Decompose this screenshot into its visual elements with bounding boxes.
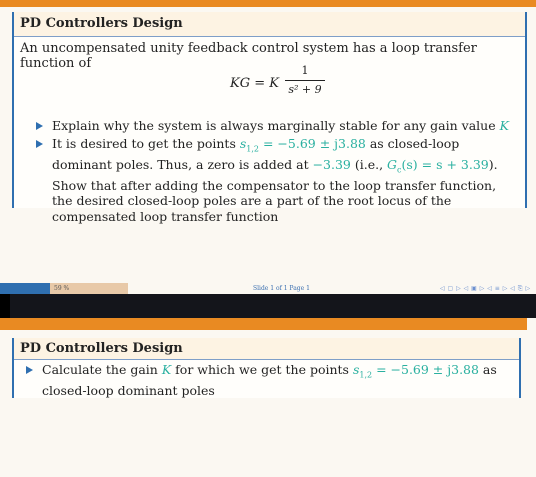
equation-numerator: 1 <box>301 64 309 77</box>
dark-separator <box>0 294 536 318</box>
list-item: Calculate the gain K for which we get the points $s_{1,2} = -5.69 \pm j3.88$ as closed-loop dominant poles <box>14 362 509 399</box>
fraction-bar <box>285 80 325 81</box>
equation-denominator: s² + 9 <box>288 83 322 96</box>
slide2-bullets <box>14 362 509 401</box>
bullet-triangle-icon <box>36 140 43 148</box>
slide1-block <box>12 12 527 224</box>
list-item: It is desired to get the points $s_{1,2} = -5.69 \pm j3.88$ as closed-loop dominant poles. Thus, a zero is added at −3.39 (i.e., $G_c(s) = s + 3.39$). Show that after adding the compensator to the loop transfer function, the desired closed-loop poles are a part of the root locus of the compensated loop transfer function <box>24 136 519 225</box>
slide2-block <box>12 338 521 398</box>
slide1-intro: An uncompensated unity feedback control system has a loop transfer function of <box>20 41 477 71</box>
slide2-title: PD Controllers Design <box>14 338 519 360</box>
bullet-triangle-icon <box>26 366 33 374</box>
slide-top-bar <box>0 0 536 7</box>
viewer-status-bar <box>0 283 536 294</box>
navigation-icons[interactable]: ◁ ▢ ▷ ◁ ▣ ▷ ◁ ≡ ▷ ◁ ⎘ ▷ <box>440 285 531 292</box>
slide2-top-bar <box>0 318 527 330</box>
slide1-bullets <box>24 118 519 226</box>
dark-separator-edge <box>0 294 10 318</box>
list-item: Explain why the system is always marginally stable for any gain value K <box>24 118 519 134</box>
slide-page-info: Slide 1 of 1 Page 1 <box>253 285 310 292</box>
bullet-triangle-icon <box>36 122 43 130</box>
slide1-title: PD Controllers Design <box>14 12 525 37</box>
equation-fraction <box>285 64 325 96</box>
equation-lhs: KG = K <box>230 76 279 91</box>
progress-fill <box>0 283 50 294</box>
zoom-level[interactable]: 59 % <box>54 285 70 292</box>
transfer-function-equation <box>14 66 525 104</box>
